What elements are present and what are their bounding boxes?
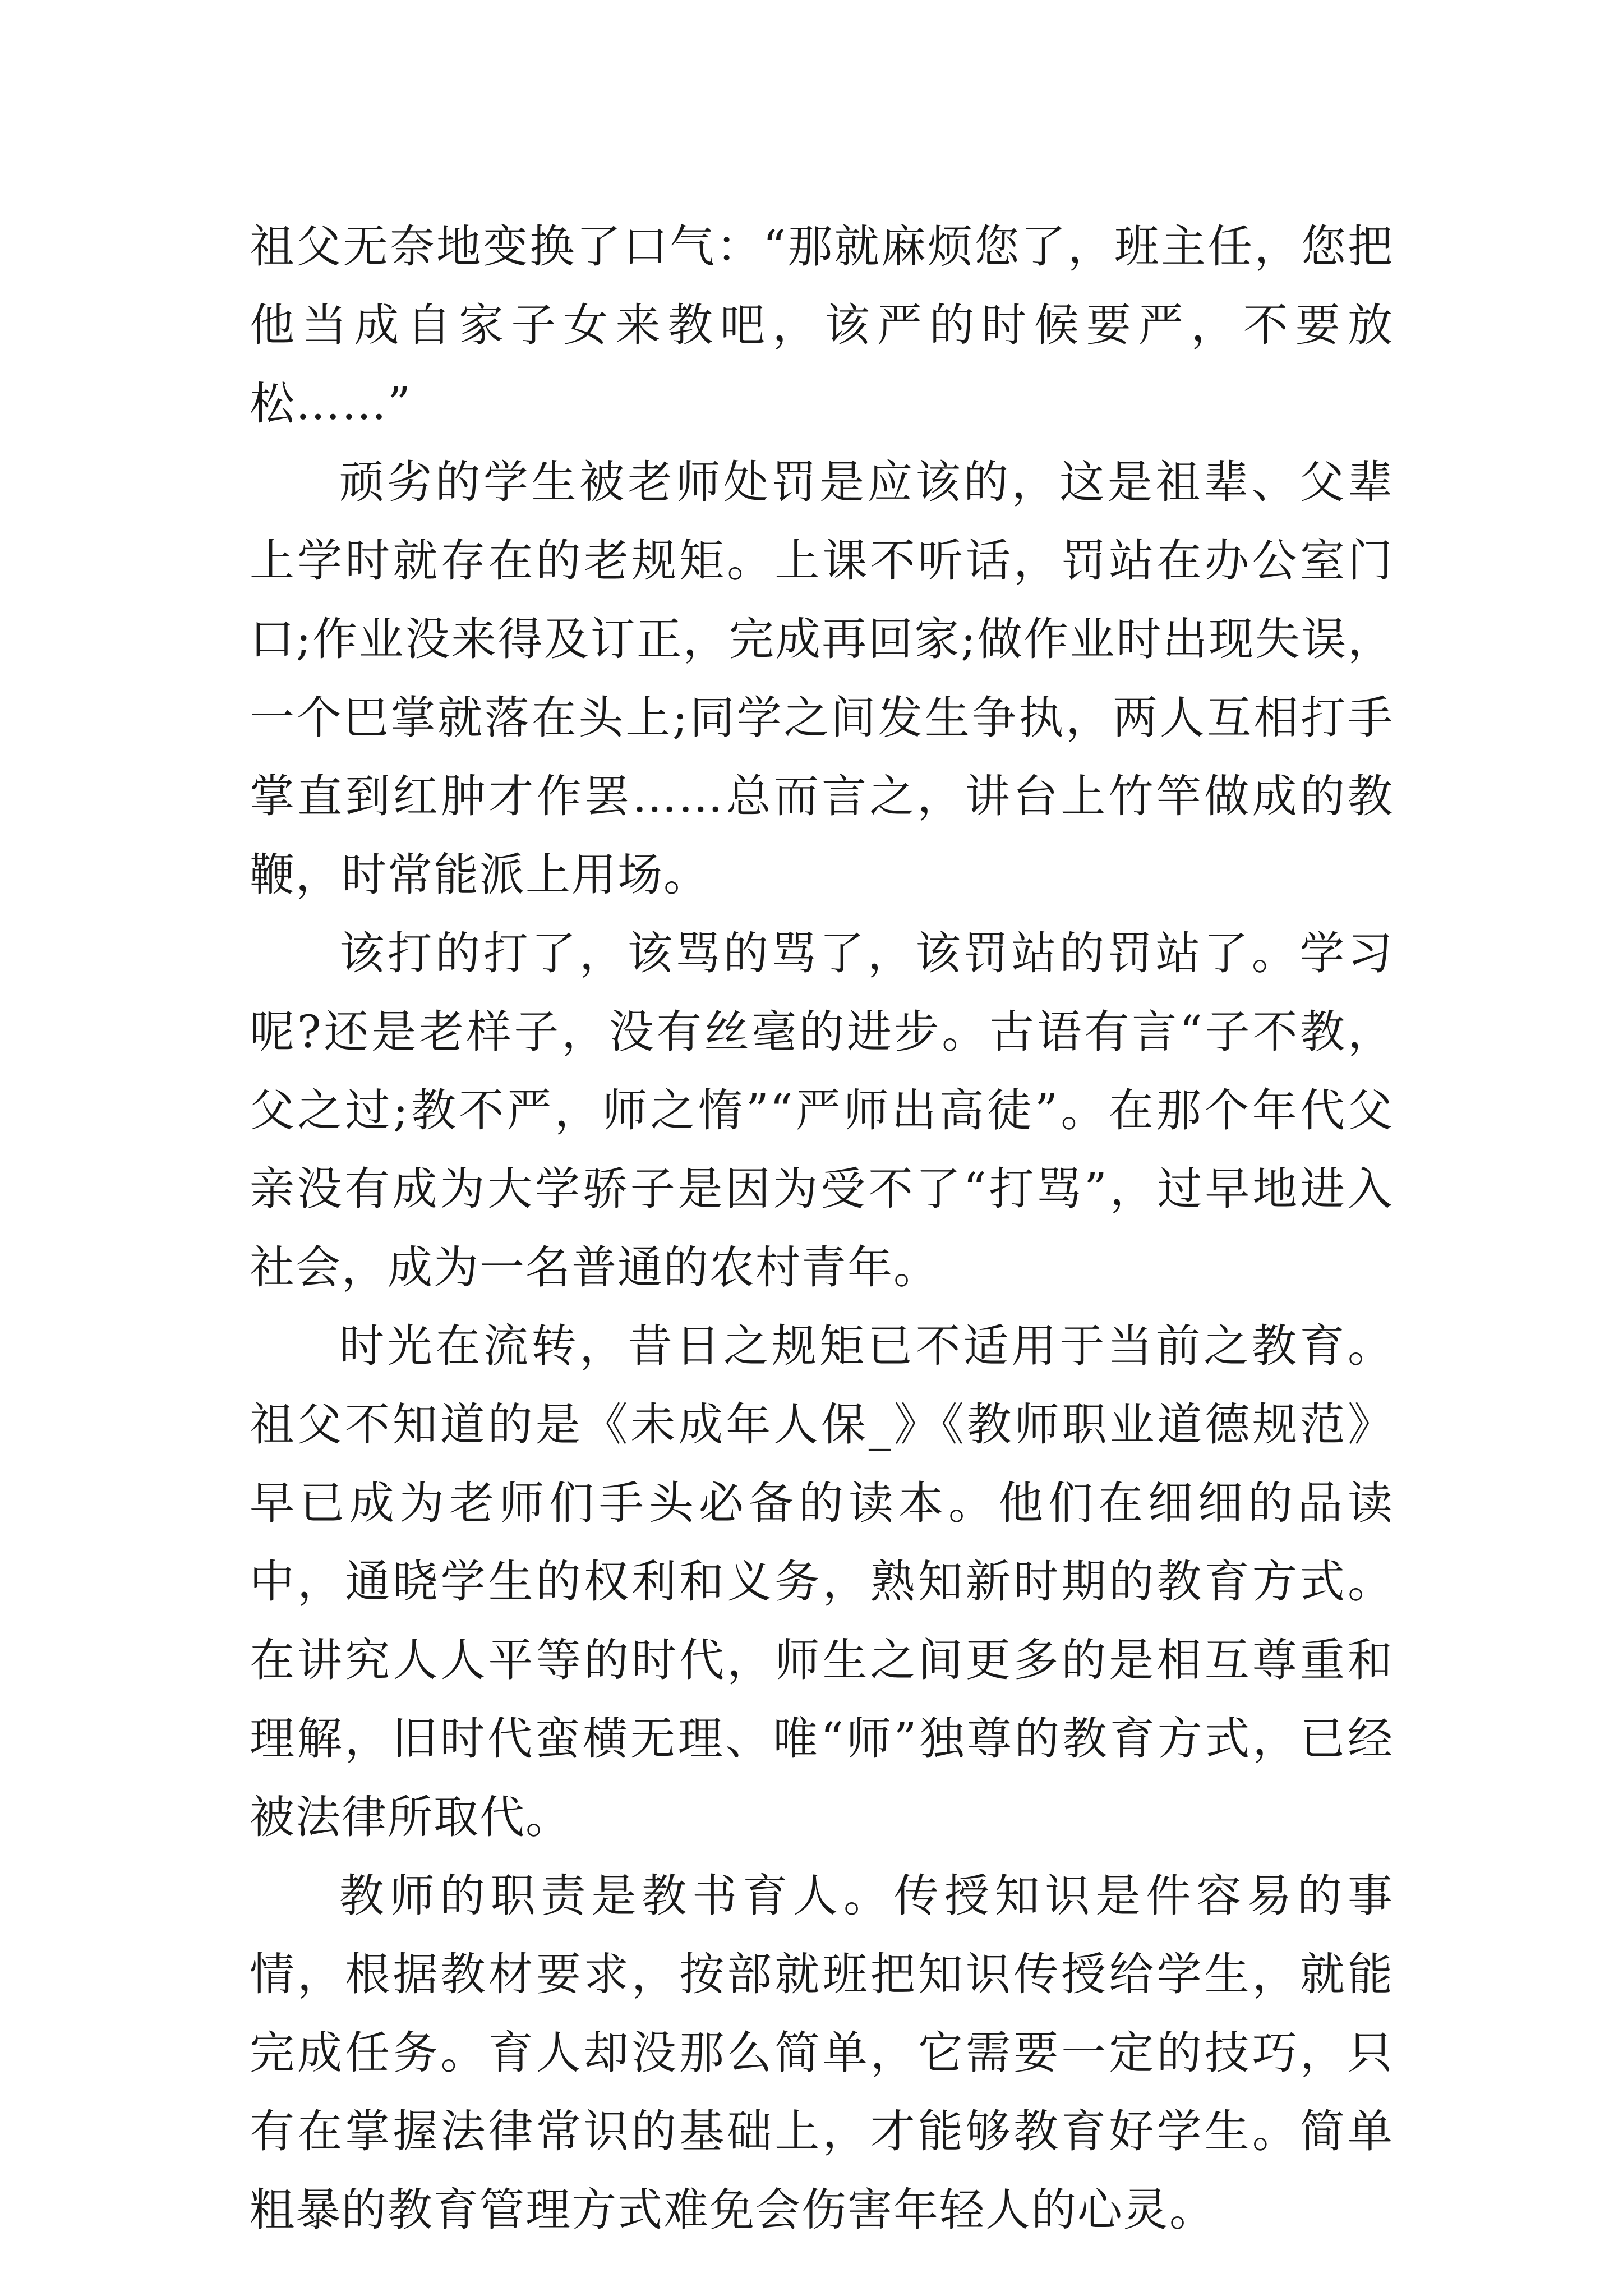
paragraph-2: 顽劣的学生被老师处罚是应该的，这是祖辈、父辈上学时就存在的老规矩。上课不听话，罚站在办公室门口;作业没来得及订正，完成再回家;做作业时出现失误，一个巴掌就落在头上;同学之间发生争执，两人互相打手掌直到红肿才作罢……总而言之，讲台上竹竿做成的教鞭，时常能派上用场。 bbox=[250, 456, 1394, 901]
paragraph-4: 时光在流转，昔日之规矩已不适用于当前之教育。祖父不知道的是《未成年人保_》《教师职业道德规范》早已成为老师们手头必备的读本。他们在细细的品读中，通晓学生的权利和义务，熟知新时期的教育方式。在讲究人人平等的时代，师生之间更多的是相互尊重和理解，旧时代蛮横无理、唯“师”独尊的教育方式，已经被法律所取代。 bbox=[250, 1320, 1394, 1843]
paragraph-5: 教师的职责是教书育人。传授知识是件容易的事情，根据教材要求，按部就班把知识传授给学生，就能完成任务。育人却没那么简单，它需要一定的技巧，只有在掌握法律常识的基础上，才能够教育好学生。简单粗暴的教育管理方式难免会伤害年轻人的心灵。 bbox=[250, 1870, 1394, 2236]
document-body bbox=[250, 208, 1394, 2249]
paragraph-1: 祖父无奈地变换了口气：“那就麻烦您了，班主任，您把他当成自家子女来教吧，该严的时候要严，不要放松……” bbox=[250, 220, 1394, 430]
paragraph-3: 该打的打了，该骂的骂了，该罚站的罚站了。学习呢?还是老样子，没有丝毫的进步。古语有言“子不教，父之过;教不严，师之惰”“严师出高徒”。在那个年代父亲没有成为大学骄子是因为受不了“打骂”，过早地进入社会，成为一名普通的农村青年。 bbox=[250, 927, 1394, 1294]
